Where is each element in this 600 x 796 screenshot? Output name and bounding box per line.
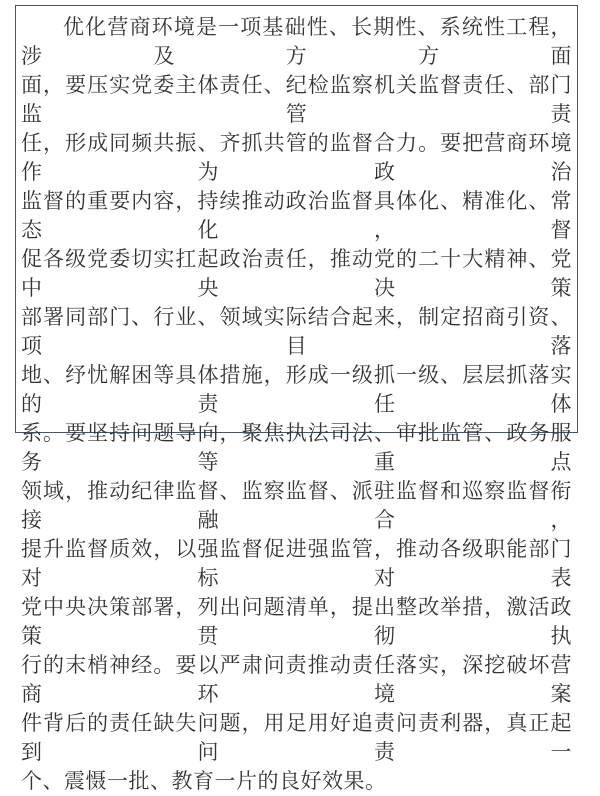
- text-line: 任，形成同频共振、齐抓共管的监督合力。要把营商环境作为政治: [21, 132, 572, 184]
- text-line: 地、纾忧解困等具体措施，形成一级抓一级、层层抓落实的责任体: [21, 364, 572, 416]
- text-line: 行的末梢神经。要以严肃问责推动责任落实，深挖破坏营商环境案: [21, 654, 572, 706]
- text-line: 促各级党委切实扛起政治责任，推动党的二十大精神、党中央决策: [21, 248, 572, 300]
- text-line: 党中央决策部署，列出问题清单，提出整改举措，激活政策贯彻执: [21, 596, 572, 648]
- text-line: 监督的重要内容，持续推动政治监督具体化、精准化、常态化，督: [21, 190, 572, 242]
- text-line: 提升监督质效，以强监督促进强监管，推动各级职能部门对标对表: [21, 538, 572, 590]
- text-line: 部署同部门、行业、领域实际结合起来，制定招商引资、项目落: [21, 306, 572, 358]
- text-line: 个、震慑一批、教育一片的良好效果。: [21, 770, 387, 793]
- text-line: 优化营商环境是一项基础性、长期性、系统性工程，涉及方方面: [21, 16, 572, 68]
- text-line: 件背后的责任缺失问题，用足用好追责问责利器，真正起到问责一: [21, 712, 572, 764]
- text-line: 系。要坚持问题导向，聚焦执法司法、审批监管、政务服务等重点: [21, 422, 572, 474]
- paragraph-frame: [15, 5, 578, 793]
- text-line: 领域，推动纪律监督、监察监督、派驻监督和巡察监督衔接融合，: [21, 480, 572, 532]
- text-line: 面，要压实党委主体责任、纪检监察机关监督责任、部门监管责: [21, 74, 572, 126]
